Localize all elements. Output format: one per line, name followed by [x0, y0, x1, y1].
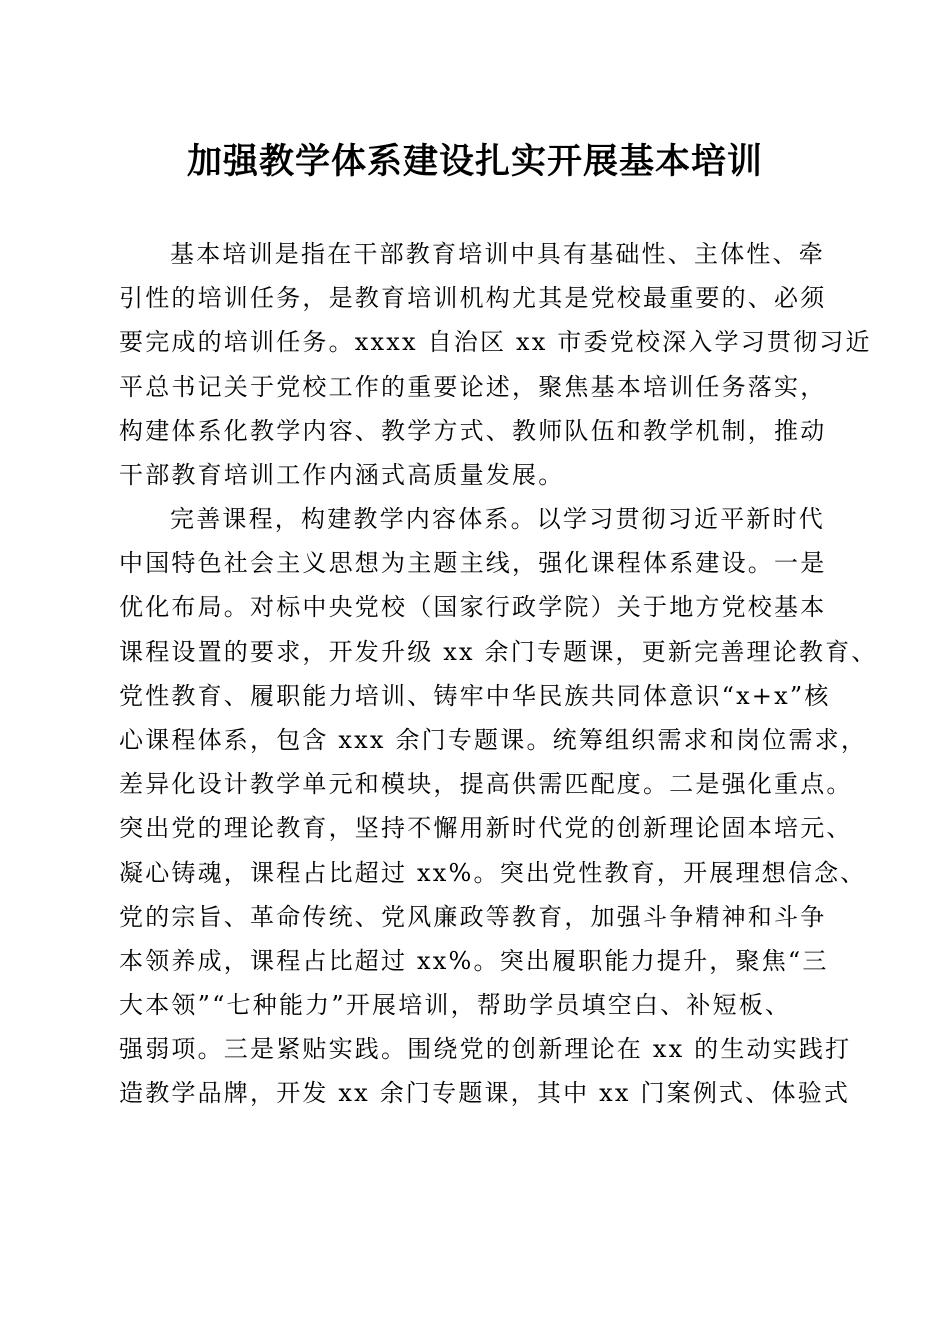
paragraph-line: 党性教育、履职能力培训、铸牢中华民族共同体意识“x+x”核: [119, 681, 831, 710]
paragraph-basic-training-intro: [119, 232, 872, 497]
paragraph-line: 大本领”“七种能力”开展培训，帮助学员填空白、补短板、: [119, 991, 792, 1020]
paragraph-line: 党的宗旨、革命传统、党风廉政等教育，加强斗争精神和斗争: [119, 902, 827, 931]
paragraph-line: 心课程体系，包含 xxx 余门专题课。统筹组织需求和岗位需求，: [119, 725, 868, 754]
paragraph-line: 造教学品牌，开发 xx 余门专题课，其中 xx 门案例式、体验式: [119, 1079, 851, 1108]
paragraph-line: 干部教育培训工作内涵式高质量发展。: [119, 460, 565, 489]
paragraph-line: 凝心铸魂，课程占比超过 xx%。突出党性教育，开展理想信念、: [119, 858, 867, 887]
paragraph-line: 中国特色社会主义思想为主题主线，强化课程体系建设。一是: [119, 549, 827, 578]
paragraph-line: 优化布局。对标中央党校（国家行政学院）关于地方党校基本: [119, 593, 827, 622]
paragraph-line: 基本培训是指在干部教育培训中具有基础性、主体性、牵: [170, 240, 825, 268]
paragraph-improve-curriculum: [119, 497, 878, 1116]
paragraph-line: 完善课程，构建教学内容体系。以学习贯彻习近平新时代: [170, 505, 825, 533]
paragraph-line: 平总书记关于党校工作的重要论述，聚焦基本培训任务落实，: [119, 372, 827, 401]
paragraph-line: 差异化设计教学单元和模块，提高供需匹配度。二是强化重点。: [119, 770, 853, 799]
paragraph-line: 课程设置的要求，开发升级 xx 余门专题课，更新完善理论教育、: [119, 637, 878, 666]
paragraph-line: 要完成的培训任务。xxxx 自治区 xx 市委党校深入学习贯彻习近: [119, 328, 872, 357]
paragraph-line: 突出党的理论教育，坚持不懈用新时代党的创新理论固本培元、: [119, 814, 853, 843]
paragraph-line: 引性的培训任务，是教育培训机构尤其是党校最重要的、必须: [119, 284, 827, 313]
document-title: 加强教学体系建设扎实开展基本培训: [186, 141, 763, 182]
paragraph-line: 本领养成，课程占比超过 xx%。突出履职能力提升，聚焦“三: [119, 946, 829, 975]
paragraph-line: 强弱项。三是紧贴实践。围绕党的创新理论在 xx 的生动实践打: [119, 1035, 852, 1064]
paragraph-line: 构建体系化教学内容、教学方式、教师队伍和教学机制，推动: [119, 416, 827, 445]
